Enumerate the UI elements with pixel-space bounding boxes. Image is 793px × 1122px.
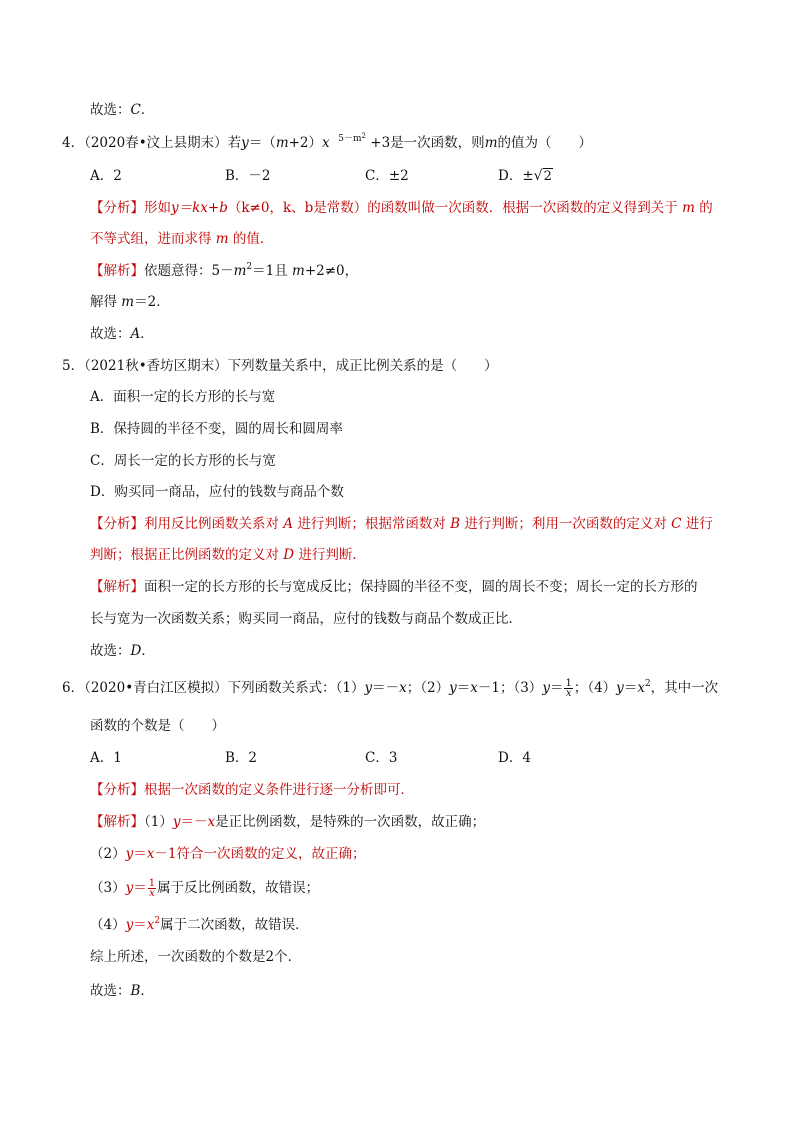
q5-analysis-cont: 判断；根据正比例函数的定义对 D 进行判断． <box>90 547 366 563</box>
q4-stem: 4．（2020春•汶上县期末）若y＝（m+2）x $^{5-m2}$ +3是一次函数，则m的值为（ ） <box>62 132 592 151</box>
fraction-one-over-x: $\frac{1}{x}$ <box>565 678 572 699</box>
sqrt-symbol: √2 <box>533 168 552 184</box>
q6-stem: 6．（2020•青白江区模拟）下列函数关系式：（1）y＝－x；（2）y＝x－1；（3）y＝ $\frac{1}{x}$ ；$(4)y=x^2$，其中一次 <box>62 678 719 699</box>
q6-analysis: 【分析】根据一次函数的定义条件进行逐一分析即可． <box>90 782 414 798</box>
q4-option-a: A．2 <box>90 168 122 184</box>
q4-option-c: C．±2 <box>365 168 409 184</box>
q4-analysis: 【分析】形如y＝kx+b（k≠0，k、b是常数）的函数叫做一次函数．根据一次函数的定义得到关于 m 的 <box>90 200 713 216</box>
q6-summary: 综上所述，一次函数的个数是2个． <box>90 949 302 965</box>
q6-solution-2: （2）y＝x－1符合一次函数的定义，故正确； <box>90 846 366 862</box>
q6-option-d: D．4 <box>498 750 531 766</box>
q6-answer: 故选：B． <box>90 983 154 999</box>
q6-option-a: A．1 <box>90 750 122 766</box>
q6-solution-4: $(4)y=x^2$属于二次函数，故错误． <box>90 916 309 933</box>
q5-option-b: B．保持圆的半径不变，圆的周长和圆周率 <box>90 421 343 437</box>
q6-solution-3: （3）y＝ $\frac{1}{x}$ 属于反比例函数，故错误； <box>90 878 320 899</box>
q5-solution: 【解析】面积一定的长方形的长与宽成反比；保持圆的半径不变，圆的周长不变；周长一定的长方形的 <box>90 579 698 595</box>
q6-option-b: B．2 <box>225 750 258 766</box>
q5-answer: 故选：D． <box>90 643 155 659</box>
q6-option-c: C．3 <box>365 750 398 766</box>
q4-solution-cont: 解得 m＝2． <box>90 294 170 310</box>
q6-stem-cont: 函数的个数是（ ） <box>90 718 225 734</box>
q4-option-b: B．－2 <box>225 168 271 184</box>
fraction-one-over-x: $\frac{1}{x}$ <box>148 878 156 899</box>
q5-option-a: A．面积一定的长方形的长与宽 <box>90 389 276 405</box>
q4-option-d: D．±√2 <box>498 166 553 187</box>
q4-solution: 【解析】依题意得：$5-m^2=1$且 m+2≠0， <box>90 262 359 279</box>
q4-analysis-cont: 不等式组，进而求得 m 的值． <box>90 231 274 247</box>
q5-option-d: D．购买同一商品，应付的钱数与商品个数 <box>90 484 344 500</box>
q6-solution-1: 【解析】（1）y＝－x是正比例函数，是特殊的一次函数，故正确； <box>90 814 486 830</box>
q5-solution-cont: 长与宽为一次函数关系；购买同一商品，应付的钱数与商品个数成正比． <box>90 611 522 627</box>
q5-analysis: 【分析】利用反比例函数关系对 A 进行判断；根据常函数对 B 进行判断；利用一次函数的定义对 C 进行 <box>90 516 713 532</box>
q3-answer: 故选：C． <box>90 102 155 118</box>
q4-answer: 故选：A． <box>90 326 154 342</box>
q5-stem: 5．（2021秋•香坊区期末）下列数量关系中，成正比例关系的是（ ） <box>62 358 498 374</box>
q5-option-c: C．周长一定的长方形的长与宽 <box>90 453 276 469</box>
